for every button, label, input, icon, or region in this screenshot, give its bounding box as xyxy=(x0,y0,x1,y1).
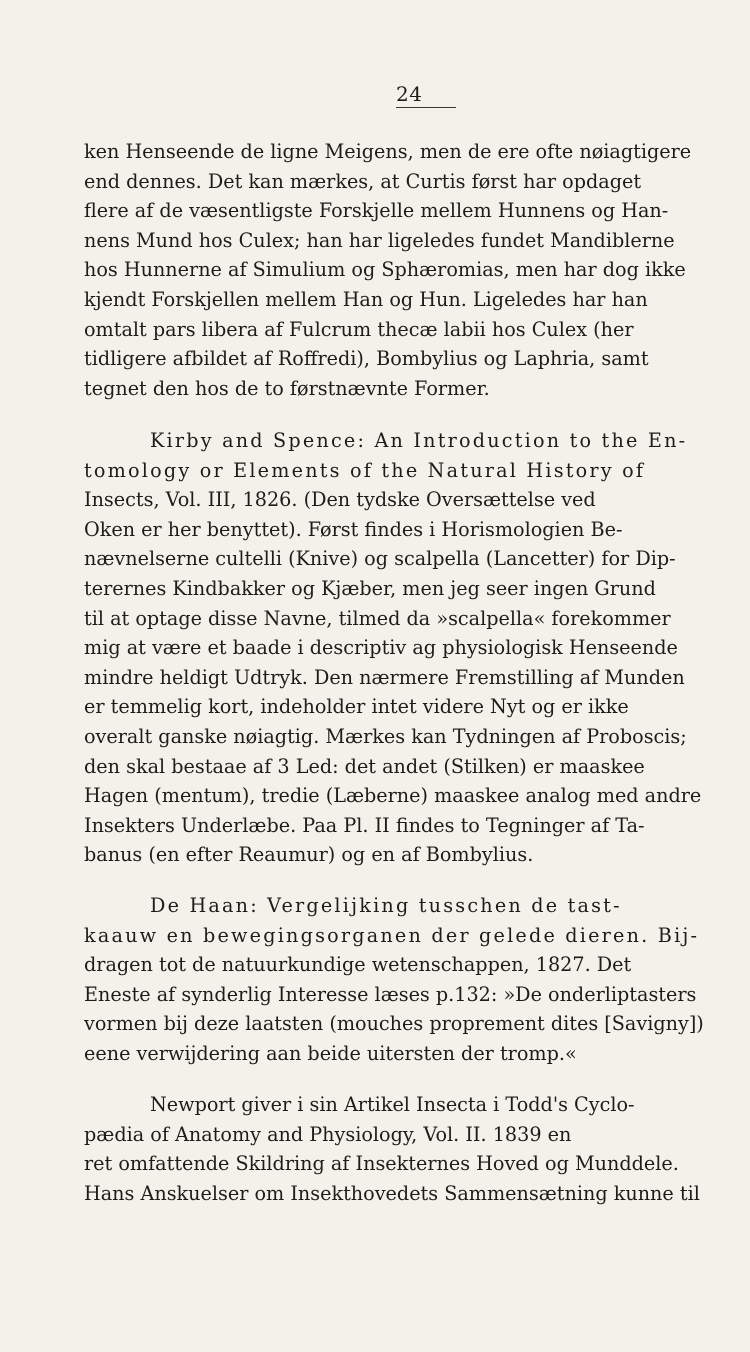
text-line: end dennes. Det kan mærkes, at Curtis først har opdaget xyxy=(84,169,642,193)
text-line: til at optage disse Navne, tilmed da »scalpella« forekommer xyxy=(84,606,671,630)
text-line: kjendt Forskjellen mellem Han og Hun. Ligeledes har han xyxy=(84,287,648,311)
text-line: Oken er her benyttet). Først findes i Horismologien Be- xyxy=(84,517,623,541)
text-line: Insekters Underlæbe. Paa Pl. II findes to Tegninger af Ta- xyxy=(84,813,645,837)
text-line: den skal bestaae af 3 Led: det andet (Stilken) er maaskee xyxy=(84,754,645,778)
paragraph-3 xyxy=(84,891,726,1069)
text-line: Hans Anskuelser om Insekthovedets Sammensætning kunne til xyxy=(84,1181,700,1205)
text-line: tomology or Elements of the Natural History of xyxy=(84,458,646,482)
text-line: Hagen (mentum), tredie (Læberne) maaskee analog med andre xyxy=(84,784,702,808)
text-line: terernes Kindbakker og Kjæber, men jeg seer ingen Grund xyxy=(84,576,656,600)
text-line: flere af de væsentligste Forskjelle mellem Hunnens og Han- xyxy=(84,199,669,223)
text-line: omtalt pars libera af Fulcrum thecæ labii hos Culex (her xyxy=(84,317,634,341)
text-line: mig at være et baade i descriptiv ag physiologisk Henseende xyxy=(84,636,678,660)
text-line: mindre heldigt Udtryk. Den nærmere Fremstilling af Munden xyxy=(84,665,685,689)
paragraph-1 xyxy=(84,137,726,403)
text-line: Insects, Vol. III, 1826. (Den tydske Oversættelse ved xyxy=(84,488,596,512)
text-line: pædia of Anatomy and Physiology, Vol. II. 1839 en xyxy=(84,1122,572,1146)
text-line: De Haan: Vergelijking tusschen de tast- xyxy=(150,894,622,917)
text-line: ken Henseende de ligne Meigens, men de ere ofte nøiagtigere xyxy=(84,140,692,163)
text-line: tidligere afbildet af Roffredi), Bombylius og Laphria, samt xyxy=(84,347,649,371)
paragraph-4 xyxy=(84,1090,726,1208)
text-line: nens Mund hos Culex; han har ligeledes fundet Mandiblerne xyxy=(84,228,675,252)
text-line: er temmelig kort, indeholder intet videre Nyt og er ikke xyxy=(84,695,629,719)
text-line: vormen bij deze laatsten (mouches proprement dites [Savigny]) xyxy=(84,1012,704,1036)
text-line: ret omfattende Skildring af Insekternes Hoved og Munddele. xyxy=(84,1152,679,1176)
text-line: eene verwijdering aan beide uitersten der tromp.« xyxy=(84,1041,577,1065)
text-line: kaauw en bewegingsorganen der gelede dieren. Bij- xyxy=(84,923,700,947)
paragraph-2 xyxy=(84,426,726,870)
text-line: Eneste af synderlig Interesse læses p.132: »De onderliptasters xyxy=(84,982,697,1006)
text-line: hos Hunnerne af Simulium og Sphæromias, men har dog ikke xyxy=(84,258,686,282)
text-line: banus (en efter Reaumur) og en af Bombylius. xyxy=(84,843,534,867)
text-line: overalt ganske nøiagtig. Mærkes kan Tydningen af Proboscis; xyxy=(84,724,687,748)
text-line: tegnet den hos de to førstnævnte Former. xyxy=(84,376,490,400)
text-line: dragen tot de natuurkundige wetenschappen, 1827. Det xyxy=(84,953,632,977)
text-line: Newport giver i sin Artikel Insecta i Todd's Cyclo- xyxy=(150,1093,635,1116)
text-line: Kirby and Spence: An Introduction to the En- xyxy=(150,429,688,452)
text-line: nævnelserne cultelli (Knive) og scalpella (Lancetter) for Dip- xyxy=(84,547,676,571)
page-number: 24 xyxy=(396,82,456,108)
